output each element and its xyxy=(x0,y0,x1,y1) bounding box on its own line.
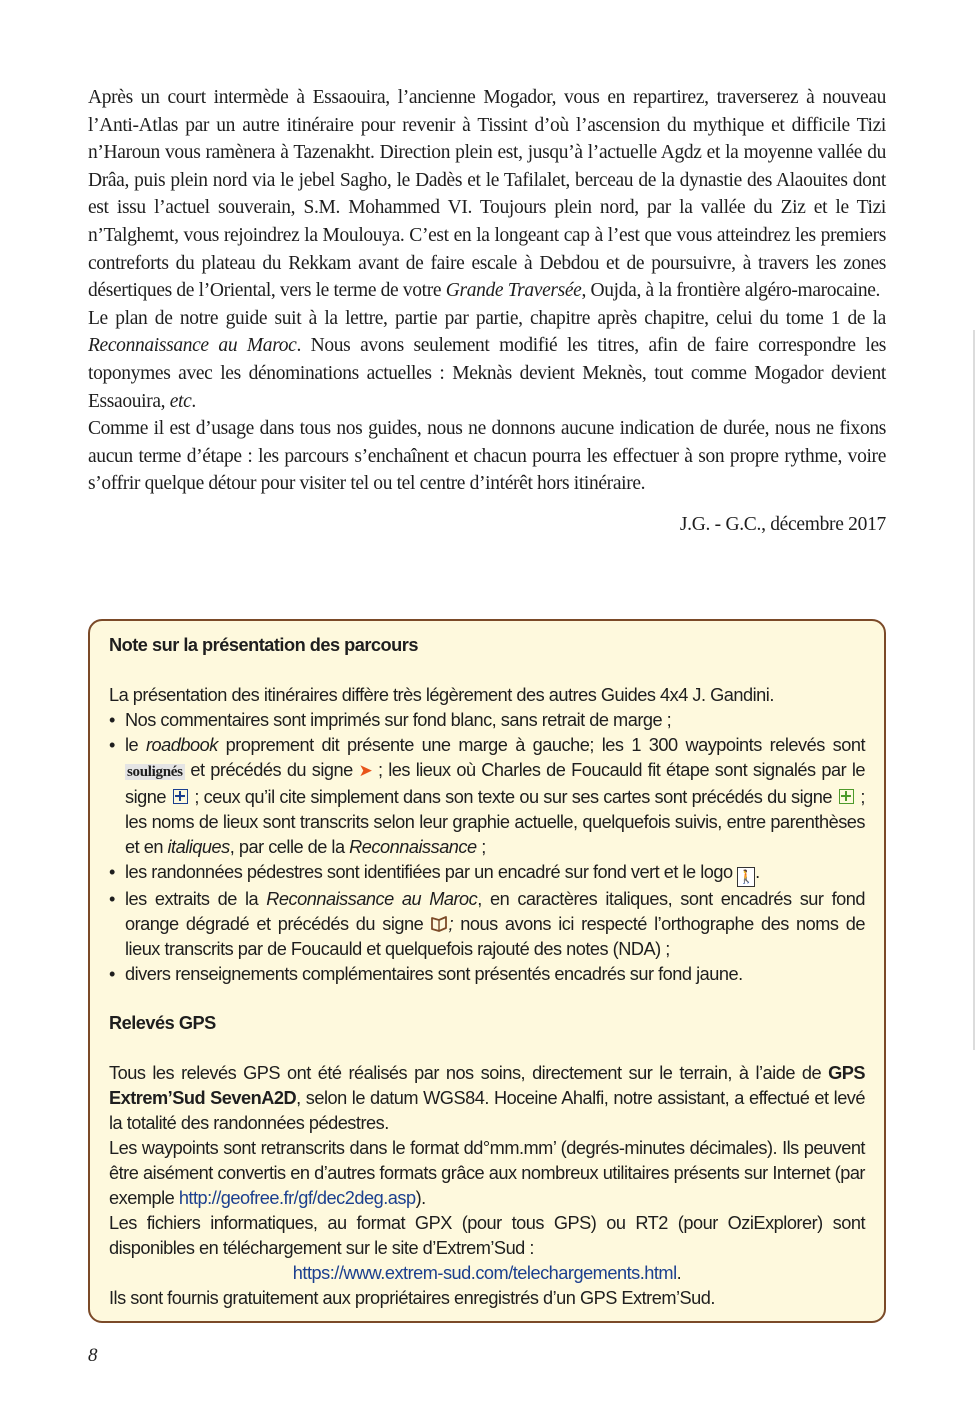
text-run: , Oujda, à la frontière algéro-marocaine. xyxy=(581,280,881,302)
gps-paragraph-2 xyxy=(109,1136,865,1211)
open-book-icon xyxy=(430,915,448,933)
text-run: Le plan de notre guide suit à la lettre, partie par partie, chapitre après chapitre, celui du tome 1 de la xyxy=(88,307,886,329)
text-run: les randonnées pédestres sont identifiées par un encadré sur fond vert et le logo xyxy=(125,862,738,882)
text-run: Nos commentaires sont imprimés sur fond blanc, sans retrait de marge ; xyxy=(125,710,672,730)
orange-arrow-icon: ➤ xyxy=(358,761,373,780)
bullet-dot: • xyxy=(109,735,115,755)
italic-run: ; xyxy=(448,914,454,934)
list-item xyxy=(109,708,865,733)
text-run: ; xyxy=(476,837,486,857)
extrem-sud-download-link[interactable]: https://www.extrem-sud.com/telechargements.html xyxy=(292,1263,677,1283)
text-run: Tous les relevés GPS ont été réalisés par nos soins, directement sur le terrain, à l’aide de xyxy=(109,1063,829,1083)
list-item xyxy=(109,860,865,887)
list-item xyxy=(109,962,865,987)
green-cross-square-icon xyxy=(839,789,854,804)
intro-paragraph-1 xyxy=(88,84,886,305)
page-number: 8 xyxy=(88,1345,98,1366)
presentation-note-box xyxy=(88,619,886,1323)
gps-paragraph-1 xyxy=(109,1061,865,1136)
text-run: et précédés du signe xyxy=(184,760,359,780)
bullet-dot: • xyxy=(109,862,115,882)
text-run: ; ceux qu’il cite simplement dans son texte ou sur ses cartes sont précédés du signe xyxy=(189,787,837,807)
italic-run: Grande Traversée xyxy=(445,280,582,302)
italic-run: roadbook xyxy=(146,735,218,755)
text-run: Après un court intermède à Essaouira, l’ancienne Mogador, vous en repartirez, traverserez à nouveau l’Anti-Atlas par un autre itinéraire pour revenir à Tissint d’où l’ascension du mythique et difficile Tizi n’Haroun vous ramènera à Tazenakht. Direction plein est, jusqu’à l’actuelle Agdz et la moyenne vallée du Drâa, puis plein nord via le jebel Sagho, le Dadès et le Tafilalet, berceau de la dynastie des Alaouites dont est issu l’actuel souverain, S.M. Mohammed VI. Toujours plein nord, par la vallée du Ziz et le Tizi n’Talghemt, vous rejoindrez la Moulouya. C’est en la longeant cap à l’est que vous atteindrez les premiers contreforts du plateau du Rekkam avant de faire escale à Debdou et de poursuivre, à travers les zones désertiques de l’Oriental, vers le terme de votre xyxy=(88,87,886,302)
italic-run: Reconnaissance xyxy=(349,837,477,857)
text-run: Les waypoints sont retranscrits dans le format dd°mm.mm’ (degrés-minutes décimales). Ils peuvent être aisément convertis en d’autres formats grâce aux nombreux utilitaires présents sur Internet (par exemple xyxy=(109,1138,865,1208)
text-run: nous avons ici respecté l’orthographe des noms de lieux transcrits par de Foucauld et quelquefois rajouté des notes (NDA) ; xyxy=(125,914,865,959)
text-run: . xyxy=(755,862,760,882)
italic-run: Reconnaissance au Maroc xyxy=(266,889,478,909)
text-run: proprement dit présente une marge à gauche; les 1 300 waypoints relevés sont xyxy=(217,735,865,755)
signature: J.G. - G.C., décembre 2017 xyxy=(679,513,886,535)
text-run: , selon le datum WGS84. Hoceine Ahalfi, notre assistant, a effectué et levé la totalité des randonnées pédestres. xyxy=(109,1088,866,1133)
intro-text xyxy=(88,84,886,536)
italic-run: Reconnaissance au Maroc xyxy=(88,335,297,357)
text-run: . xyxy=(676,1263,682,1283)
bullet-dot: • xyxy=(109,964,115,984)
intro-paragraph-3: Comme il est d’usage dans tous nos guides, nous ne donnons aucune indication de durée, nous ne fixons aucun terme d’étape : les parcours s’enchaînent et chacun pourra les effectuer à son propre rythme, voire s’offrir quelque détour pour visiter tel ou tel centre d’intérêt hors itinéraire. xyxy=(88,418,886,495)
text-run: , par celle de la xyxy=(229,837,350,857)
underlined-waypoint-sample: soulignés xyxy=(127,764,183,780)
text-run: ; les noms de lieux sont transcrits selon leur graphie actuelle, quelquefois suivis, entre parenthèses et en xyxy=(125,787,865,857)
gps-paragraph-3: Les fichiers informatiques, au format GPX (pour tous GPS) ou RT2 (pour OziExplorer) sont disponibles en téléchargement sur le site d’Extrem’Sud : xyxy=(109,1213,865,1258)
text-run: . xyxy=(191,390,196,412)
download-link-line xyxy=(109,1261,865,1286)
list-item xyxy=(109,887,865,962)
blue-cross-square-icon xyxy=(173,789,188,804)
list-item xyxy=(109,733,865,860)
intro-paragraph-2 xyxy=(88,305,886,415)
text-run: ). xyxy=(415,1188,426,1208)
gps-title: Relevés GPS xyxy=(109,1013,216,1033)
hiker-logo-icon: 🚶 xyxy=(737,867,755,887)
geofree-link[interactable]: http://geofree.fr/gf/dec2deg.asp xyxy=(178,1188,416,1208)
text-run: . Nous avons seulement modifié les titres, afin de faire correspondre les toponymes avec les dénominations actuelles : Meknàs devient Meknès, tout comme Mogador devient Essaouira, xyxy=(88,335,887,412)
note-bullet-list xyxy=(109,708,865,987)
bullet-dot: • xyxy=(109,889,115,909)
text-run: , en caractères italiques, sont encadrés sur fond orange dégradé et précédés du signe xyxy=(125,889,866,934)
italic-run: italiques xyxy=(167,837,230,857)
text-run: les extraits de la xyxy=(125,889,267,909)
text-run: divers renseignements complémentaires sont présentés encadrés sur fond jaune. xyxy=(125,964,743,984)
text-run: ; les lieux où Charles de Foucauld fit étape sont signalés par le signe xyxy=(125,760,866,807)
note-title: Note sur la présentation des parcours xyxy=(109,635,418,655)
note-intro: La présentation des itinéraires diffère très légèrement des autres Guides 4x4 J. Gandini. xyxy=(109,685,774,705)
gps-paragraph-4: Ils sont fournis gratuitement aux propriétaires enregistrés d’un GPS Extrem’Sud. xyxy=(109,1288,715,1308)
text-run: le xyxy=(125,735,146,755)
italic-run: etc xyxy=(169,390,192,412)
bold-run: GPS Extrem’Sud SevenA2D xyxy=(109,1063,865,1108)
bullet-dot: • xyxy=(109,710,115,730)
